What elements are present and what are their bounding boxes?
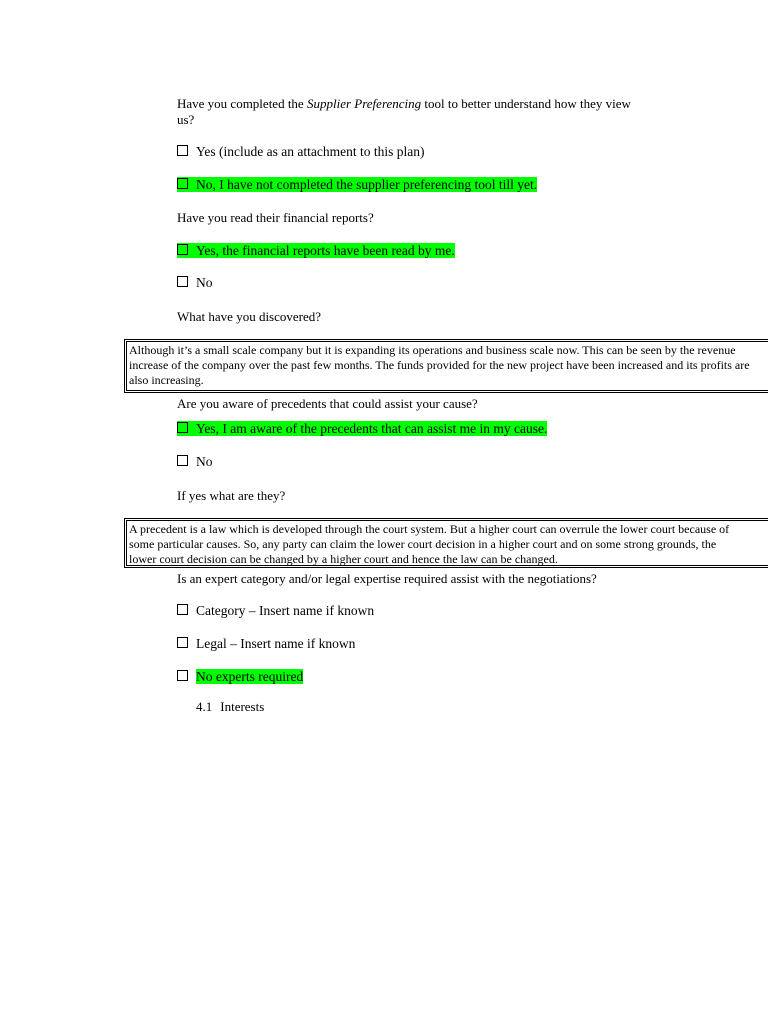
checkbox-q4-yes[interactable]	[177, 422, 188, 433]
section-heading-interests	[196, 699, 264, 715]
q4-option-yes-label: Yes, I am aware of the precedents that can assist me in my cause.	[196, 421, 548, 436]
question-supplier-preferencing	[177, 96, 647, 128]
checkbox-q1-no[interactable]	[177, 178, 188, 189]
q1-option-no-label: No, I have not completed the supplier preferencing tool till yet.	[196, 177, 538, 192]
q1-text-post: tool to better understand how they view	[421, 96, 631, 111]
answer2-line3: lower court decision can be changed by a higher court and hence the law can be changed.	[129, 552, 558, 566]
answer-box-precedents[interactable]	[124, 518, 768, 568]
question-financial-reports: Have you read their financial reports?	[177, 210, 374, 225]
q2-option-no-label: No	[196, 275, 213, 290]
checkbox-q1-yes[interactable]	[177, 145, 188, 156]
q6-option-none[interactable]	[177, 669, 303, 685]
question-if-yes: If yes what are they?	[177, 488, 286, 503]
checkbox-q2-yes[interactable]	[177, 244, 188, 255]
answer-box-discovered[interactable]	[124, 339, 768, 393]
q1-option-yes[interactable]	[177, 144, 424, 160]
question-expert: Is an expert category and/or legal expertise required assist with the negotiations?	[177, 571, 597, 586]
answer1-line2: increase of the company over the past few months. The funds provided for the new project have been increased and its profits are	[129, 358, 750, 372]
checkbox-q6-category[interactable]	[177, 604, 188, 615]
section-title: Interests	[220, 699, 265, 714]
question-precedents: Are you aware of precedents that could assist your cause?	[177, 396, 478, 411]
q2-option-yes[interactable]	[177, 243, 455, 259]
answer2-line2: some particular causes. So, any party can claim the lower court decision in a higher court and on some strong grounds, the	[129, 537, 717, 551]
checkbox-q4-no[interactable]	[177, 455, 188, 466]
question-discovered: What have you discovered?	[177, 309, 322, 324]
answer2-line1: A precedent is a law which is developed through the court system. But a higher court can overrule the lower court because of	[129, 522, 730, 536]
q6-option-legal[interactable]	[177, 636, 355, 652]
q1-option-no[interactable]	[177, 177, 537, 193]
q1-text-line2: us?	[177, 112, 195, 127]
answer1-line3: also increasing.	[129, 373, 204, 387]
checkbox-q2-no[interactable]	[177, 276, 188, 287]
checkbox-q6-none[interactable]	[177, 670, 188, 681]
q1-text-pre: Have you completed the	[177, 96, 307, 111]
q1-text-emphasis: Supplier Preferencing	[306, 96, 422, 111]
section-number: 4.1	[196, 699, 213, 714]
checkbox-q6-legal[interactable]	[177, 637, 188, 648]
q6-option-legal-label: Legal – Insert name if known	[196, 636, 356, 651]
q4-option-yes[interactable]	[177, 421, 547, 437]
answer1-line1: Although it’s a small scale company but it is expanding its operations and business scale now. This can be seen by the revenue	[129, 343, 736, 357]
q6-option-category-label: Category – Insert name if known	[196, 603, 375, 618]
q6-option-none-label: No experts required	[196, 669, 304, 684]
q2-option-yes-label: Yes, the financial reports have been read by me.	[196, 243, 455, 258]
q2-option-no[interactable]	[177, 275, 213, 291]
q1-option-yes-label: Yes (include as an attachment to this plan)	[196, 144, 425, 159]
q4-option-no[interactable]	[177, 454, 213, 470]
q4-option-no-label: No	[196, 454, 213, 469]
q6-option-category[interactable]	[177, 603, 374, 619]
